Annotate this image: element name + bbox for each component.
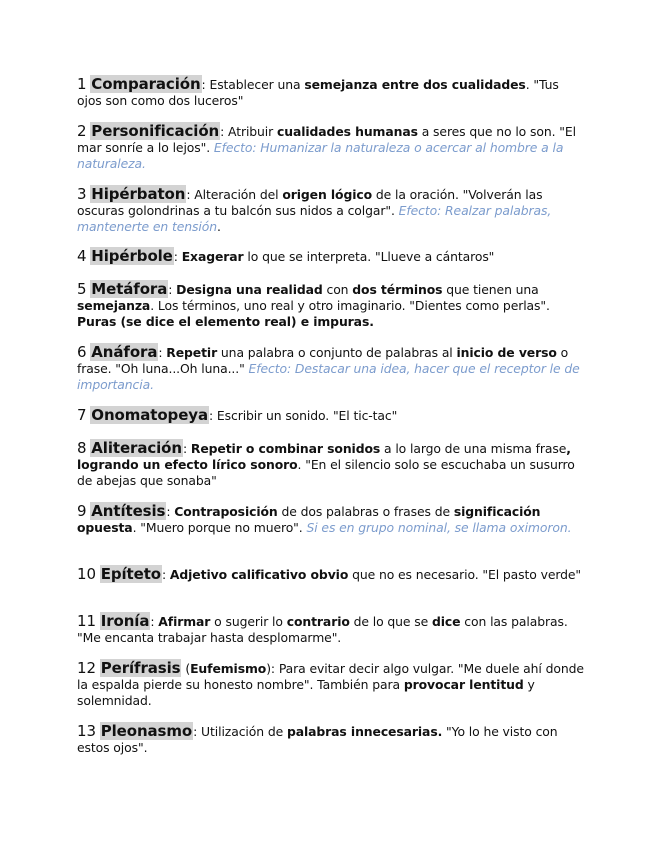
figure-term-highlight: Antítesis [91,502,166,520]
definition-text: con [322,282,353,297]
figure-entry [77,503,587,536]
definition-text: : [173,249,182,264]
figure-term-highlight: Anáfora [91,343,158,361]
definition-text: : [158,345,167,360]
definition-text: de la oración. "Volverán las oscuras golondrinas a tu balcón sus nidos a colgar". [77,187,543,218]
definition-text: : Alteración del [186,187,283,202]
figure-term-highlight: Personificación [91,122,220,140]
figure-entry [77,407,587,424]
definition-text: : [161,567,170,582]
bold-keyword: semejanza entre dos cualidades [304,77,526,92]
figure-term-highlight: Comparación [91,75,201,93]
bold-keyword: palabras innecesarias. [286,724,443,739]
figure-entry [77,123,587,172]
figure-entry [77,281,587,330]
bold-keyword: semejanza [77,298,151,313]
definition-text: una palabra o conjunto de palabras al [217,345,457,360]
bold-keyword: origen lógico [282,187,373,202]
effect-note: Efecto: Destacar una idea, hacer que el receptor le de importancia. [77,361,580,392]
figure-number: 7 [77,406,87,424]
bold-keyword: contrario [286,614,350,629]
definition-text: . [216,219,221,234]
definition-text: de dos palabras o frases de [277,504,454,519]
figure-term-highlight: Metáfora [91,280,168,298]
figure-term-highlight: Hipérbole [91,247,173,265]
figure-entry [77,76,587,109]
figure-number: 10 [77,565,96,583]
figure-entry [77,613,587,646]
figure-entry [77,723,587,756]
figure-entry [77,248,587,265]
bold-keyword: Adjetivo calificativo obvio [169,567,349,582]
figure-term-highlight: Hipérbaton [91,185,186,203]
definition-text: . "Muero porque no muero". [132,520,307,535]
definition-text: a seres que no lo son. "El mar sonríe a lo lejos". [77,124,576,155]
definition-text: que tienen una [442,282,539,297]
bold-keyword: cualidades humanas [277,124,418,139]
definition-text: "Yo lo he visto con estos ojos". [77,724,558,755]
figure-term-highlight: Ironía [100,612,150,630]
figure-entry [77,660,587,709]
figure-number: 1 [77,75,87,93]
definition-text: y solemnidad. [77,677,535,708]
figure-term-highlight: Onomatopeya [91,406,208,424]
bold-keyword: inicio de verso [456,345,557,360]
definition-text: lo que se interpreta. "Llueve a cántaros" [243,249,495,264]
definition-text: a lo largo de una misma frase [380,441,567,456]
bold-keyword: , logrando un efecto lírico sonoro [77,441,571,472]
bold-keyword: Eufemismo [190,661,267,676]
definition-text: : Escribir un sonido. "El tic-tac" [208,408,398,423]
definition-text: : Establecer una [201,77,305,92]
figure-term-highlight: Aliteración [91,439,182,457]
figure-entry [77,186,587,235]
figure-number: 2 [77,122,87,140]
figure-number: 8 [77,439,87,457]
figure-number: 11 [77,612,96,630]
figure-entry [77,566,587,583]
figure-number: 6 [77,343,87,361]
definition-text: . Los términos, uno real y otro imaginario. "Dientes como perlas". [150,298,550,313]
definition-text: que no es necesario. "El pasto verde" [348,567,581,582]
effect-note: Efecto: Humanizar la naturaleza o acercar al hombre a la naturaleza. [77,140,564,171]
definition-text: con las palabras. "Me encanta trabajar hasta desplomarme". [77,614,568,645]
figure-number: 4 [77,247,87,265]
effect-note: Efecto: Realzar palabras, mantenerte en tensión [77,203,552,234]
figure-entry [77,344,587,393]
bold-keyword: Repetir [166,345,218,360]
figure-number: 13 [77,722,96,740]
definition-text: : [150,614,159,629]
figure-number: 5 [77,280,87,298]
figure-number: 9 [77,502,87,520]
bold-keyword: dice [432,614,461,629]
definition-text: o sugerir lo [210,614,287,629]
definition-text: o frase. "Oh luna...Oh luna..." [77,345,569,376]
bold-keyword: significación opuesta [77,504,541,535]
bold-keyword: Contraposición [174,504,278,519]
figure-entry [77,440,587,489]
figure-term-highlight: Epíteto [100,565,161,583]
bold-keyword: provocar lentitud [403,677,524,692]
bold-keyword: Designa una realidad [176,282,323,297]
figure-number: 12 [77,659,96,677]
bold-keyword: Exagerar [181,249,244,264]
figure-term-highlight: Pleonasmo [100,722,193,740]
definition-text: : [182,441,191,456]
definition-text: . "Tus ojos son como dos luceros" [77,77,559,108]
figure-term-highlight: Perífrasis [100,659,181,677]
bold-keyword: Afirmar [158,614,211,629]
bold-keyword: dos términos [352,282,443,297]
bold-keyword: Repetir o combinar sonidos [190,441,381,456]
definition-text: : Utilización de [193,724,287,739]
definition-text: . "En el silencio solo se escuchaba un susurro de abejas que sonaba" [77,457,575,488]
definition-text: ): Para evitar decir algo vulgar. "Me duele ahí donde la espalda pierde su honesto nombre". También para [77,661,584,692]
definition-text: : Atribuir [220,124,277,139]
definition-text: : [168,282,177,297]
definition-text: : [166,504,175,519]
figure-number: 3 [77,185,87,203]
definition-text: ( [181,661,191,676]
definition-text: de lo que se [349,614,432,629]
effect-note: Si es en grupo nominal, se llama oximoron. [306,520,572,535]
bold-keyword: Puras (se dice el elemento real) e impuras. [77,314,374,329]
